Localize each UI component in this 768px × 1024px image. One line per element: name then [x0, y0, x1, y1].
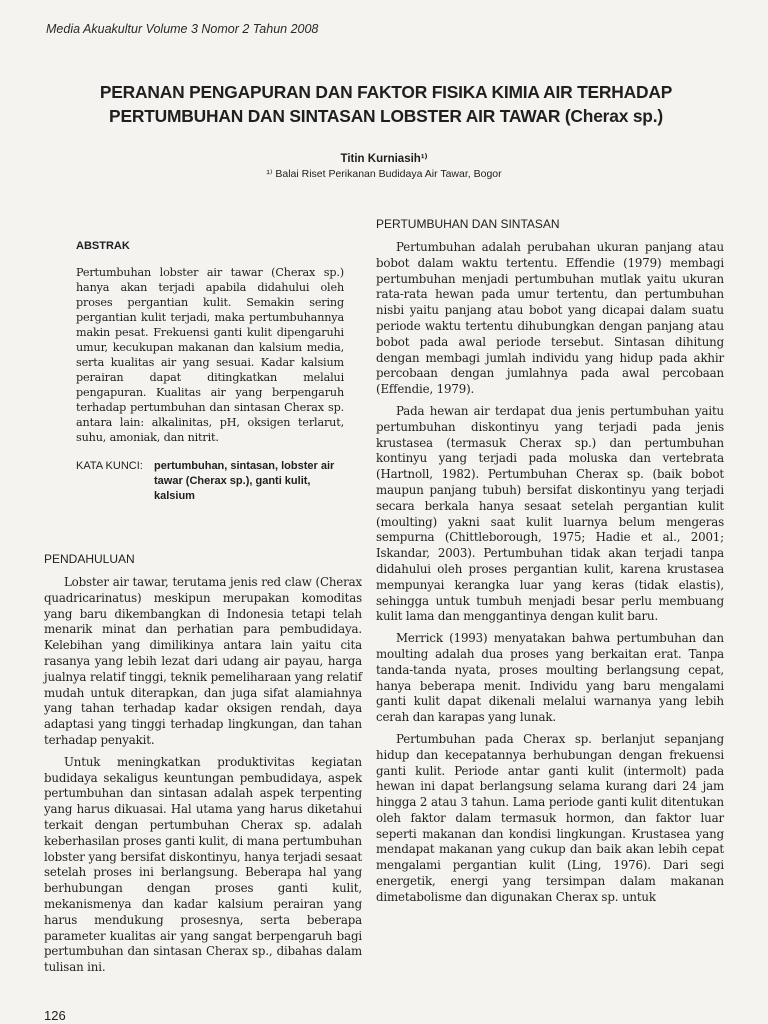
right-column-body: [376, 240, 724, 906]
paragraph: Pertumbuhan adalah perubahan ukuran panjang atau bobot dalam waktu tertentu. Effendie (1979) membagi pertumbuhan menjadi pertumbuhan mutlak yaitu ukuran rata-rata hewan pada umur tertentu, dan pertumbuhan nisbi yaitu panjang atau bobot yang dicapai dalam suatu periode waktu tertentu dihubungkan dengan panjang atau bobot pada awal periode tersebut. Sintasan dihitung dengan membagi jumlah individu yang hidup pada akhir percobaan dengan jumlahnya pada awal percobaan (Effendie, 1979).: [376, 240, 724, 397]
paragraph: Pada hewan air terdapat dua jenis pertumbuhan yaitu pertumbuhan diskontinyu yang terjadi pada jenis krustasea (termasuk Cherax sp.) dan pertumbuhan kontinyu yang terjadi pada moluska dan vertebrata (Hartnoll, 1982). Pertumbuhan Cherax sp. (baik bobot maupun panjang tubuh) bersifat diskontinyu yang terjadi secara berkala hanya sesaat setelah pergantian kulit (moulting) yakni saat kulit luarnya belum mengeras sempurna (Chittleborough, 1975; Hadie et al., 2001; Iskandar, 2003). Pertumbuhan tidak akan terjadi tanpa didahului oleh proses pergantian kulit, karena krustasea mempunyai kerangka luar yang keras (tidak elastis), sehingga untuk tumbuh menjadi besar perlu membuang kulit lama dan menggantinya dengan kulit baru.: [376, 403, 724, 624]
author-name: Titin Kurniasih¹⁾: [340, 153, 428, 165]
journal-header: Media Akuakultur Volume 3 Nomor 2 Tahun 2008: [46, 22, 319, 36]
paragraph: Merrick (1993) menyatakan bahwa pertumbuhan dan moulting adalah dua proses yang berkaitan erat. Tanpa tanda-tanda nyata, proses moulting berlangsung cepat, hanya beberapa menit. Individu yang baru mengalami ganti kulit dapat dikenali melalui warnanya yang lebih cerah dan karapas yang lunak.: [376, 631, 724, 725]
keywords-label: KATA KUNCI:: [76, 460, 143, 472]
keywords-text: pertumbuhan, sintasan, lobster air tawar (Cherax sp.), ganti kulit, kalsium: [154, 460, 335, 502]
author-affiliation: ¹⁾ Balai Riset Perikanan Budidaya Air Tawar, Bogor: [266, 168, 502, 180]
section-heading-pertumbuhan: PERTUMBUHAN DAN SINTASAN: [376, 217, 560, 231]
paragraph: Lobster air tawar, terutama jenis red claw (Cherax quadricarinatus) meskipun merupakan komoditas yang baru dikembangkan di Indonesia tetapi telah menarik minat dan perhatian para pembudidaya. Kelebihan yang dimilikinya antara lain yaitu cita rasanya yang lebih lezat dari udang air payau, harga jualnya relatif tinggi, teknik pemeliharaan yang relatif mudah untuk diterapkan, dan juga sifat alamiahnya yang tahan terhadap kadar oksigen rendah, daya adaptasi yang tinggi terhadap lingkungan, dan tahan terhadap penyakit.: [44, 575, 362, 747]
abstract-body: [76, 265, 344, 445]
section-heading-pendahuluan: PENDAHULUAN: [44, 552, 135, 566]
abstract-heading: ABSTRAK: [76, 240, 130, 252]
article-title: [70, 80, 702, 128]
keywords: [76, 459, 346, 504]
left-column-body: [44, 575, 362, 976]
paragraph: Pertumbuhan pada Cherax sp. berlanjut sepanjang hidup dan kecepatannya berhubungan dengan frekuensi ganti kulit. Periode antar ganti kulit (intermolt) pada hewan ini dapat berlangsung selama kurang dari 24 jam hingga 2 atau 3 tahun. Lama periode ganti kulit ditentukan oleh faktor dalam termasuk hormon, dan faktor luar seperti makanan dan kondisi lingkungan. Krustasea yang mendapat makanan yang cukup dan baik akan lebih cepat mengalami pergantian kulit (Ling, 1976). Dari segi energetik, energi yang tersimpan dalam makanan dimetabolisme dan digunakan Cherax sp. untuk: [376, 731, 724, 904]
title-line-2: PERTUMBUHAN DAN SINTASAN LOBSTER AIR TAWAR (Cherax sp.): [109, 106, 663, 126]
title-line-1: PERANAN PENGAPURAN DAN FAKTOR FISIKA KIMIA AIR TERHADAP: [99, 82, 673, 102]
paragraph: Untuk meningkatkan produktivitas kegiatan budidaya sekaligus keuntungan pembudidaya, aspek pertumbuhan dan sintasan adalah aspek terpenting yang harus dikuasai. Hal utama yang harus diketahui terkait dengan pertumbuhan Cherax sp. adalah keberhasilan proses ganti kulit, di mana pertumbuhan lobster yang bersifat diskontinyu, hanya terjadi sesaat setelah proses ini berlangsung. Beberapa hal yang berhubungan dengan proses ganti kulit, mekanismenya dan kadar kalsium perairan yang harus mendukung prosesnya, serta beberapa parameter kualitas air yang sangat berpengaruh bagi pertumbuhan dan sintasan Cherax sp., dibahas dalam tulisan ini.: [44, 754, 362, 975]
page-number: 126: [44, 1008, 66, 1023]
abstract-text: Pertumbuhan lobster air tawar (Cherax sp.) hanya akan terjadi apabila didahului oleh proses pergantian kulit. Semakin sering pergantian kulit terjadi, maka pertumbuhannya makin pesat. Frekuensi ganti kulit dipengaruhi umur, kecukupan makanan dan kalsium media, serta kualitas air yang sesuai. Kadar kalsium perairan dapat ditingkatkan melalui pengapuran. Kualitas air yang berpengaruh terhadap pertumbuhan dan sintasan Cherax sp. antara lain: alkalinitas, pH, oksigen terlarut, suhu, amoniak, dan nitrit.: [76, 266, 344, 444]
